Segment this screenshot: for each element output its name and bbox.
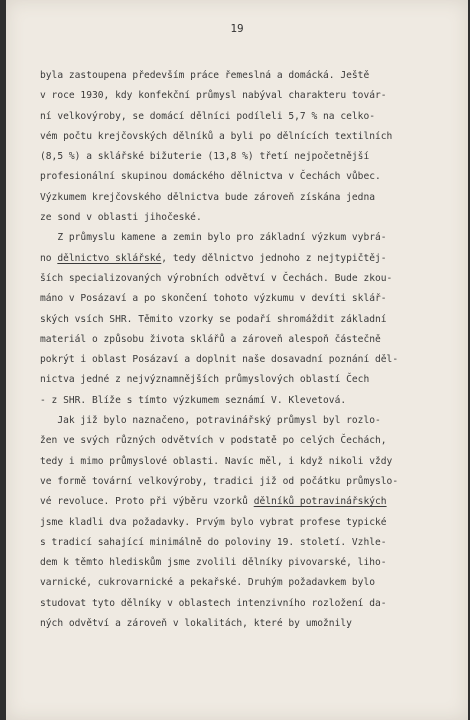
text-line xyxy=(40,452,450,472)
document-page xyxy=(6,0,468,720)
text-line xyxy=(40,573,450,593)
text-line xyxy=(40,127,450,147)
text-line xyxy=(40,391,450,411)
body-text xyxy=(40,66,450,634)
text-segment: v roce 1930, kdy konfekční průmysl nabýval charakteru továr- xyxy=(40,90,387,102)
text-line xyxy=(40,269,450,289)
page-number: 19 xyxy=(230,22,244,35)
text-line xyxy=(40,533,450,553)
text-segment: profesionální skupinou domáckého dělnictva v Čechách vůbec. xyxy=(40,171,381,183)
text-segment: s tradicí sahající minimálně do poloviny 19. století. Vzhle- xyxy=(40,536,387,548)
text-line xyxy=(40,310,450,330)
text-line xyxy=(40,431,450,451)
text-segment: , tedy dělnictvo jednoho z nejtypičtěj- xyxy=(161,252,387,264)
text-line xyxy=(40,228,450,248)
underlined-phrase: dělnictvo sklářské xyxy=(57,252,162,264)
text-segment: žen ve svých různých odvětvích v podstatě po celých Čechách, xyxy=(40,435,387,447)
text-segment: vé revoluce. Proto při výběru vzorků xyxy=(40,496,254,508)
text-line xyxy=(40,107,450,127)
text-line xyxy=(40,594,450,614)
text-line xyxy=(40,350,450,370)
text-line xyxy=(40,289,450,309)
text-segment: ve formě tovární velkovýroby, tradici již od počátku průmyslo- xyxy=(40,475,399,487)
text-segment: varnické, cukrovarnické a pekařské. Druhým požadavkem bylo xyxy=(40,577,376,589)
text-segment: Z průmyslu kamene a zemin bylo pro základní výzkum vybrá- xyxy=(40,232,387,244)
underlined-phrase: dělníků potravinářských xyxy=(253,496,387,508)
text-segment: ších specializovaných výrobních odvětví v Čechách. Bude zkou- xyxy=(40,272,393,284)
text-line xyxy=(40,66,450,86)
text-segment: dem k těmto hlediskům jsme zvolili dělníky pivovarské, liho- xyxy=(40,557,387,569)
text-line xyxy=(40,411,450,431)
text-line xyxy=(40,208,450,228)
text-segment: pokrýt i oblast Posázaví a doplnit naše dosavadní poznání děl- xyxy=(40,354,399,366)
text-segment: ských vsích SHR. Těmito vzorky se podaří shromáždit základní xyxy=(40,313,387,325)
text-line xyxy=(40,472,450,492)
text-segment: ní velkovýroby, se domácí dělníci podíleli 5,7 % na celko- xyxy=(40,110,376,122)
text-line xyxy=(40,492,450,512)
text-line xyxy=(40,513,450,533)
text-line xyxy=(40,188,450,208)
text-segment: no xyxy=(40,252,58,264)
text-segment: (8,5 %) a sklářské bižuterie (13,8 %) třetí nejpočetnější xyxy=(40,151,370,163)
text-segment: Výzkumem krejčovského dělnictva bude zároveň získána jedna xyxy=(40,191,376,203)
text-segment: vém počtu krejčovských dělníků a byli po dělnících textilních xyxy=(40,130,393,142)
text-segment: materiál o způsobu života sklářů a zároveň alespoň částečně xyxy=(40,333,381,345)
text-line xyxy=(40,553,450,573)
text-segment: máno v Posázaví a po skončení tohoto výzkumu v devíti sklář- xyxy=(40,293,387,305)
text-segment: ze sond v oblasti jihočeské. xyxy=(40,212,202,224)
text-segment: jsme kladli dva požadavky. Prvým bylo vybrat profese typické xyxy=(40,516,387,528)
text-line xyxy=(40,249,450,269)
text-segment: byla zastoupena především práce řemeslná a domácká. Ještě xyxy=(40,70,370,81)
text-line xyxy=(40,330,450,350)
text-segment: tedy i mimo průmyslové oblasti. Navíc měl, i když nikoli vždy xyxy=(40,455,393,467)
text-line xyxy=(40,147,450,167)
text-segment: ných odvětví a zároveň v lokalitách, které by umožnily xyxy=(40,618,352,630)
text-segment: studovat tyto dělníky v oblastech intenzivního rozložení da- xyxy=(40,597,387,609)
text-line xyxy=(40,370,450,390)
text-segment: nictva jedné z nejvýznamnějších průmyslových oblastí Čech xyxy=(40,374,370,386)
text-segment: Jak již bylo naznačeno, potravinářský průmysl byl rozlo- xyxy=(40,415,381,427)
text-line xyxy=(40,614,450,634)
text-line xyxy=(40,167,450,187)
text-line xyxy=(40,86,450,106)
text-segment: - z SHR. Blíže s tímto výzkumem seznámí V. Klevetová. xyxy=(40,394,347,406)
